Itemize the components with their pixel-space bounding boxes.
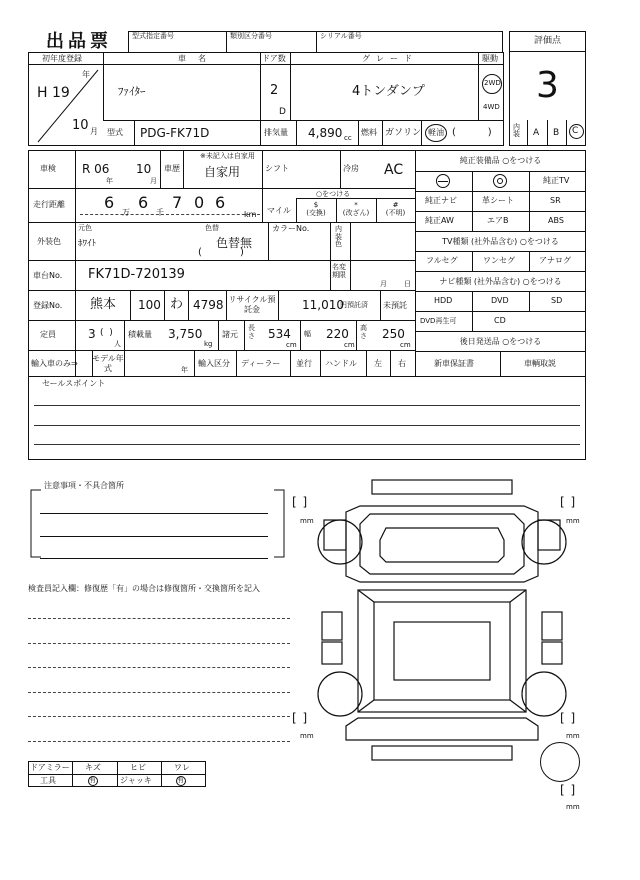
navi-cd: CD (494, 316, 506, 325)
grade-value: 4トンダンプ (352, 84, 425, 99)
repaint-bracket: ( ) (198, 247, 244, 258)
registration-kana: わ (170, 297, 184, 312)
model-year-unit: 年 (181, 366, 188, 374)
crack-label: ヒビ (130, 763, 146, 772)
later-manual: 車輌取説 (524, 359, 556, 368)
ac-label: 冷房 (343, 164, 359, 173)
sales-point-label: セールスポイント (42, 379, 106, 388)
height-unit: cm (400, 341, 411, 349)
mileage-mile: マイル (267, 206, 291, 215)
later-items-title: 後日発送品 ○をつける (459, 337, 542, 346)
height-value: 250 (382, 327, 405, 341)
notes-label: 注意事項・不具合箇所 (44, 481, 124, 490)
name-change-label: 名変期限 (332, 263, 346, 279)
doors-value: 2 (270, 83, 279, 98)
tire-bracket-spare: [ ] (560, 783, 577, 797)
model-label: 型式 (107, 128, 123, 137)
navi-type-title: ナビ種類 (社外品含む) ○をつける (439, 277, 562, 286)
registration-place: 熊本 (90, 297, 117, 312)
registration-label: 登録No. (33, 301, 63, 310)
doors-sub: D (279, 107, 286, 117)
tools-present: 有 (89, 776, 96, 784)
mileage-altered: * (改ざん) (342, 201, 370, 218)
handle-right: 右 (398, 359, 406, 368)
displacement-label: 排気量 (264, 128, 288, 137)
color-number-label: カラーNo. (272, 224, 310, 233)
spare-tire-icon (540, 742, 580, 782)
tools-label: 工具 (40, 776, 56, 785)
capacity-label: 定員 (40, 330, 56, 339)
drive-label: 駆動 (482, 54, 498, 63)
recycle-paid: 円預託済 (340, 301, 368, 309)
recycle-value: 11,010 (302, 298, 344, 312)
equip-sr: SR (550, 196, 561, 205)
jack-label: ジャッキ (120, 776, 152, 785)
mileage-digit-3: 7 (172, 193, 183, 212)
dims-label: 諸元 (222, 330, 238, 339)
fuel-label: 燃料 (361, 128, 377, 137)
handle-label: ハンドル (325, 359, 357, 368)
navi-dvd-play: DVD再生可 (420, 317, 457, 325)
mileage-unknown: # (不明) (385, 201, 406, 218)
shift-label: シフト (265, 164, 289, 173)
tire-bracket-rear-left: [ ] (292, 711, 309, 725)
score-label: 評価点 (533, 36, 561, 46)
vehicle-name-label: 車名 (178, 54, 218, 63)
equip-abs: ABS (548, 216, 564, 225)
capacity-persons-unit: 人 (114, 340, 121, 348)
score-value: 3 (536, 65, 559, 106)
width-value: 220 (326, 327, 349, 341)
width-label: 幅 (304, 330, 311, 338)
navi-hdd: HDD (434, 296, 453, 305)
ac-value: AC (384, 162, 404, 178)
scratch-label: キズ (85, 763, 101, 772)
first-reg-era: H 19 (37, 85, 70, 101)
inspection-label: 車検 (40, 164, 56, 173)
door-mirror-label: ドアミラー (30, 763, 70, 772)
mileage-label: 走行距離 (33, 200, 65, 209)
mileage-unit: km (244, 210, 257, 219)
height-label: 高さ (360, 324, 367, 340)
mileage-check-note: ○をつける (316, 190, 351, 198)
month-unit: 月 (90, 127, 98, 136)
tire-mm-spare: mm (566, 803, 580, 811)
handle-left: 左 (374, 359, 382, 368)
orig-color-label: 元色 (78, 224, 92, 232)
history-label: 車歴 (164, 164, 180, 173)
equipment-title: 純正装備品 ○をつける (459, 156, 542, 165)
repaint-value: 色替無 (216, 236, 253, 250)
capacity-persons-bracket: ( ) (100, 328, 113, 338)
model-value: PDG-FK71D (140, 126, 210, 140)
inspection-year-unit: 年 (106, 177, 113, 185)
doors-label: ドア数 (262, 54, 286, 63)
registration-class: 100 (138, 298, 161, 312)
mileage-digit-2: 6 (138, 193, 149, 212)
interior-a: A (533, 128, 540, 138)
vehicle-name: ﾌｧｲﾀｰ (118, 85, 146, 98)
interior-b: B (553, 128, 560, 138)
recycle-label: リサイクル預託金 (228, 295, 276, 314)
import-parallel: 並行 (296, 359, 312, 368)
history-note: ※未記入は自家用 (200, 152, 255, 160)
mileage-exchange: $ (交換) (306, 201, 326, 218)
load-label: 積載量 (128, 330, 152, 339)
tire-bracket-rear-right: [ ] (560, 711, 577, 725)
model-year-label: モデル年式 (92, 354, 124, 373)
equip-navi: 純正ナビ (425, 196, 457, 205)
form-number-label: 型式指定番号 (132, 32, 174, 40)
load-value: 3,750 (168, 327, 203, 341)
grade-label: グレード (362, 54, 418, 63)
drive-2wd: 2WD (484, 79, 501, 87)
import-only-label: 輸入車のみ⇒ (31, 359, 78, 368)
later-warranty: 新車保証書 (434, 359, 474, 368)
interior-label: 内装 (513, 123, 520, 138)
year-unit: 年 (82, 70, 90, 79)
mileage-digit-1: 6 (104, 193, 115, 212)
repaint-label: 色替 (205, 224, 219, 232)
tv-type-title: TV種類 (社外品含む) ○をつける (442, 237, 559, 246)
recycle-unpaid: 未預託 (383, 301, 407, 310)
displacement-value: 4,890 (308, 126, 343, 140)
import-dealer: ディーラー (241, 359, 281, 368)
tire-mm-rear-right: mm (566, 732, 580, 740)
tire-mm-front-right: mm (566, 517, 580, 525)
split-label: ワレ (174, 763, 190, 772)
chassis-value: FK71D-720139 (88, 267, 185, 282)
jack-present: 有 (177, 776, 184, 784)
width-unit: cm (344, 341, 355, 349)
tv-fullseg: フルセグ (426, 256, 458, 265)
fuel-diesel: 軽油 (428, 128, 444, 137)
import-class-label: 輸入区分 (198, 359, 230, 368)
class-number-label: 類別区分番号 (230, 32, 272, 40)
load-unit: kg (204, 340, 213, 348)
tire-mm-rear-left: mm (300, 732, 314, 740)
equip-leather: 革シート (482, 196, 514, 205)
first-reg-label: 初年度登録 (42, 54, 82, 63)
inspector-note: 検査員記入欄：修復歴「有」の場合は修復箇所・交換箇所を記入 (28, 584, 260, 593)
tire-bracket-front-right: [ ] (560, 495, 577, 509)
notes-bracket (26, 482, 290, 562)
capacity-persons: 3 (88, 327, 96, 341)
serial-number-label: シリアル番号 (320, 32, 362, 40)
tv-oneseg: ワンセグ (483, 256, 515, 265)
sheet-title: 出品票 (46, 31, 112, 52)
tire-bracket-front-left: [ ] (292, 495, 309, 509)
fuel-gasoline: ガソリン (385, 128, 422, 138)
displacement-unit: cc (344, 134, 352, 142)
equip-tv: 純正TV (543, 176, 570, 185)
history-value: 自家用 (204, 165, 241, 179)
inspection-month: 10 (136, 162, 152, 176)
chassis-label: 車台No. (33, 271, 63, 280)
navi-dvd: DVD (491, 296, 509, 305)
equip-aw: 純正AW (425, 216, 454, 225)
length-label: 長さ (248, 324, 255, 340)
tire-mm-front-left: mm (300, 517, 314, 525)
navi-sd: SD (551, 296, 563, 305)
fuel-bracket: ( ) (452, 127, 492, 138)
interior-c: C (572, 126, 579, 136)
registration-number: 4798 (193, 298, 224, 312)
mileage-unit-sen: 千 (156, 208, 164, 217)
equip-airbag: エアB (487, 216, 509, 225)
length-unit: cm (286, 341, 297, 349)
mileage-digit-4: 0 (194, 193, 205, 212)
length-value: 534 (268, 327, 291, 341)
interior-color-label: 内装色 (335, 225, 342, 249)
mileage-unit-man: 万 (122, 208, 130, 217)
inspection-month-unit: 月 (150, 177, 157, 185)
mileage-digit-5: 6 (215, 193, 226, 212)
first-reg-month: 10 (72, 118, 89, 133)
inspection-era: R 06 (82, 162, 110, 176)
color-label: 外装色 (37, 237, 61, 246)
orig-color-value: ﾎﾜｲﾄ (78, 239, 97, 249)
name-change-month: 月 (380, 280, 387, 288)
tv-analog: アナログ (539, 256, 571, 265)
drive-4wd: 4WD (483, 103, 500, 111)
name-change-day: 日 (404, 280, 411, 288)
